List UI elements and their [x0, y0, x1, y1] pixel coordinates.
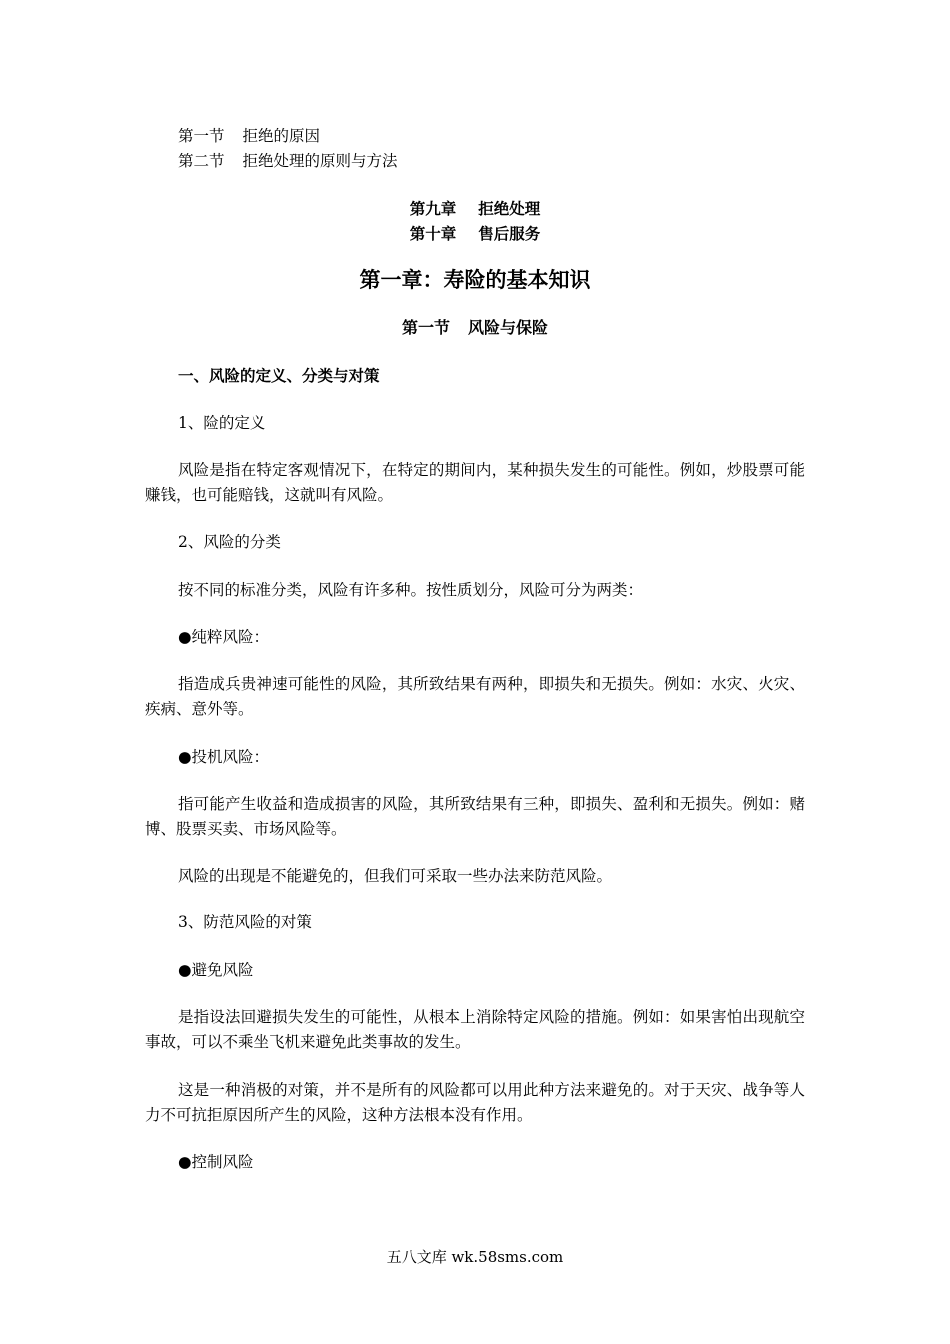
- subheading-1: 1、险的定义: [178, 414, 266, 432]
- toc-chapter-9-title: 拒绝处理: [478, 199, 541, 218]
- section-title-text: 风险与保险: [468, 318, 549, 337]
- paragraph-7: 这是一种消极的对策，并不是所有的风险都可以用此种方法来避免的。对于天灾、战争等人力不可抗拒原因所产生的风险，这种方法根本没有作用。: [145, 1081, 805, 1124]
- toc-item-1-num: 第一节: [178, 127, 225, 145]
- paragraph-2: 按不同的标准分类，风险有许多种。按性质划分，风险可分为两类：: [178, 581, 644, 599]
- toc-item-2-title: 拒绝处理的原则与方法: [242, 152, 398, 170]
- toc-item-1-title: 拒绝的原因: [242, 127, 321, 145]
- subheading-2: 2、风险的分类: [178, 533, 281, 551]
- bullet-1: ●纯粹风险：: [178, 628, 270, 646]
- paragraph-1: 风险是指在特定客观情况下，在特定的期间内，某种损失发生的可能性。例如，炒股票可能赚钱，也可能赔钱，这就叫有风险。: [145, 461, 805, 504]
- bullet-3: ●避免风险: [178, 961, 254, 979]
- subheading-3: 3、防范风险的对策: [178, 913, 312, 931]
- chapter-title: 第一章：寿险的基本知识: [359, 267, 591, 292]
- section-title: [0, 316, 950, 340]
- toc-chapter-9: [0, 197, 950, 221]
- toc-item-2: [178, 149, 398, 173]
- toc-chapter-9-num: 第九章: [409, 199, 457, 218]
- toc-item-1: [178, 124, 320, 148]
- paragraph-6: 是指设法回避损失发生的可能性，从根本上消除特定风险的措施。例如：如果害怕出现航空事故，可以不乘坐飞机来避免此类事故的发生。: [145, 1008, 805, 1051]
- section-title-num: 第一节: [401, 318, 450, 337]
- page-footer: 五八文库 wk.58sms.com: [386, 1248, 564, 1266]
- toc-item-2-num: 第二节: [178, 152, 225, 170]
- toc-chapter-10: [0, 222, 950, 246]
- paragraph-3: 指造成兵贵神速可能性的风险，其所致结果有两种，即损失和无损失。例如：水灾、火灾、疾病、意外等。: [145, 675, 805, 718]
- paragraph-4: 指可能产生收益和造成损害的风险，其所致结果有三种，即损失、盈利和无损失。例如：赌博、股票买卖、市场风险等。: [145, 795, 805, 838]
- toc-chapter-10-title: 售后服务: [478, 224, 541, 243]
- bullet-2: ●投机风险：: [178, 748, 270, 766]
- paragraph-5: 风险的出现是不能避免的，但我们可采取一些办法来防范风险。: [178, 867, 613, 885]
- bullet-4: ●控制风险: [178, 1153, 254, 1171]
- heading-1: 一、风险的定义、分类与对策: [178, 366, 380, 385]
- toc-chapter-10-num: 第十章: [409, 224, 457, 243]
